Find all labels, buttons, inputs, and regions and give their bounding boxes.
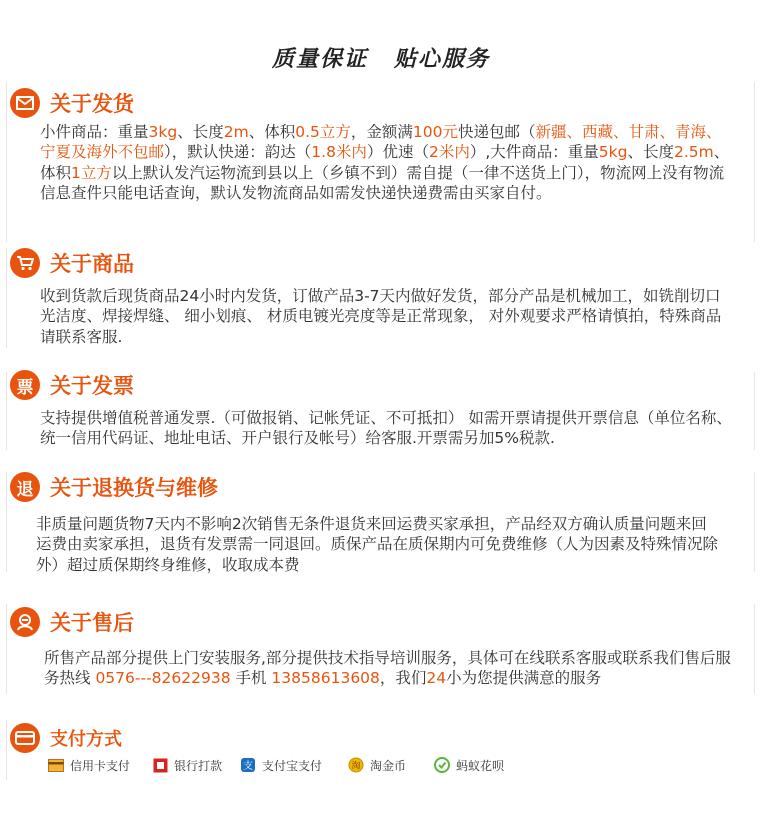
text-run: ，我们: [379, 669, 427, 688]
payment-label-alipay: 支付宝支付: [262, 758, 323, 773]
payment-label-bank: 银行打款: [174, 758, 223, 773]
section-title-goods: 关于商品: [50, 252, 134, 276]
banner-title: [0, 42, 762, 73]
highlight-text: 100元: [412, 123, 458, 141]
alipay-icon: [240, 758, 256, 773]
payment-method-bank: [152, 757, 240, 774]
shipping-text: [40, 122, 736, 203]
text-run: ）,大件商品：重量: [469, 143, 599, 162]
divider-left-goods: [6, 248, 7, 348]
text-run: ，金额满: [350, 123, 413, 141]
section-title-aftersale: 关于售后: [50, 611, 134, 635]
section-header-aftersale: [10, 605, 134, 639]
svg-text:淘: 淘: [351, 761, 361, 772]
text-run: ），默认快递：韵达（: [164, 143, 312, 162]
highlight-text: 2米内: [428, 143, 470, 162]
payment-method-huabei: [434, 757, 524, 774]
envelope-icon: [10, 88, 40, 118]
text-run: ）优速（: [366, 143, 429, 162]
highlight-text: 新疆、西藏、甘肃、青海、宁夏及海外不包邮: [40, 123, 722, 162]
invoice-icon: 票: [10, 370, 40, 400]
divider-left-aftersale: [6, 604, 7, 694]
text-run: 、体积: [40, 143, 730, 182]
text-run: 小件商品：重量: [40, 123, 149, 141]
divider-right-invoice: [754, 372, 755, 450]
text-run: 小为您提供满意的服务: [446, 669, 602, 688]
highlight-text: 24: [426, 669, 447, 688]
text-run: 、长度: [627, 143, 674, 162]
payment-label-huabei: 蚂蚁花呗: [456, 758, 505, 773]
section-title-invoice: 关于发票: [50, 374, 134, 398]
return-icon: 退: [10, 472, 40, 502]
banner-right-text: 贴心服务: [394, 46, 491, 72]
svg-text:支: 支: [243, 761, 253, 772]
divider-right-shipping: [754, 82, 755, 242]
section-header-invoice: [10, 368, 134, 402]
section-title-payment: 支付方式: [50, 729, 122, 750]
bank-transfer-icon: [152, 758, 168, 773]
banner-left-text: 质量保证: [271, 46, 368, 72]
highlight-text: 2m: [223, 123, 249, 141]
divider-left-invoice: [6, 372, 7, 450]
aftersale-text: [44, 648, 734, 689]
section-header-goods: [10, 246, 134, 280]
divider-right-aftersale: [754, 604, 755, 694]
credit-card-icon: [48, 758, 64, 773]
highlight-text: 13858613608: [271, 669, 380, 688]
text-run: 手机: [230, 669, 272, 688]
highlight-text: 2.5m: [673, 143, 714, 162]
divider-left-returns: [6, 472, 7, 572]
goods-text: 收到货款后现货商品24小时内发货，订做产品3-7天内做好发货，部分产品是机械加工，如铣削切口光洁度、焊接焊缝、 细小划痕、 材质电镀光亮度等是正常现象， 对外观要求严格请慎拍，特殊商品请联系客服.: [40, 287, 722, 346]
taojinbi-coin-icon: [348, 758, 364, 773]
divider-left-shipping: [6, 82, 7, 242]
text-run: 、体积: [248, 123, 296, 141]
huabei-icon: [434, 758, 450, 773]
invoice-text: 支持提供增值税普通发票.（可做报销、记帐凭证、不可抵扣） 如需开票请提供开票信息（单位名称、统一信用代码证、地址电话、开户银行及帐号）给客服.开票需另加5%税款.: [40, 409, 732, 448]
highlight-text: 5kg: [598, 143, 628, 162]
highlight-text: 1立方: [71, 163, 112, 182]
service-icon: [10, 607, 40, 637]
payment-method-credit-card: [48, 757, 152, 774]
payment-method-alipay: [240, 757, 348, 774]
payment-label-taojinbi: 淘金币: [370, 758, 407, 773]
divider-right-returns: [754, 472, 755, 572]
text-run: 以上默认发汽运物流到县以上（乡镇不到）需自提（一律不送货上门），物流网上没有物流信息查件只能电话查询，默认发物流商品如需发快递快递费需由买家自付。: [40, 163, 725, 202]
section-header-shipping: [10, 86, 134, 120]
highlight-text: 3kg: [148, 123, 178, 141]
returns-text: 非质量问题货物7天内不影响2次销售无条件退货来回运费买家承担，产品经双方确认质量问题来回运费由卖家承担，退货有发票需一同退回。质保产品在质保期内可免费维修（人为因素及特殊情况除外）超过质保期终身维修，收取成本费: [36, 515, 719, 574]
text-run: 、长度: [177, 123, 224, 141]
section-header-payment: [10, 721, 122, 755]
payment-methods: [48, 755, 524, 775]
text-run: 所售产品部分提供上门安装服务,部分提供技术指导培训服务，具体可在线联系客服或联系我们售后服务热线: [44, 649, 731, 688]
highlight-text: 0576---82622938: [95, 669, 231, 688]
section-title-shipping: 关于发货: [50, 92, 134, 116]
payment-method-taojinbi: [348, 757, 434, 774]
cart-icon: [10, 248, 40, 278]
card-icon: [10, 723, 40, 753]
divider-left-payment: [6, 720, 7, 780]
text-run: 快递包邮（: [457, 123, 536, 141]
highlight-text: 1.8米内: [311, 143, 367, 162]
section-header-returns: [10, 470, 218, 504]
section-title-returns: 关于退换货与维修: [50, 476, 218, 500]
payment-label-credit-card: 信用卡支付: [70, 758, 131, 773]
highlight-text: 0.5立方: [295, 123, 351, 141]
